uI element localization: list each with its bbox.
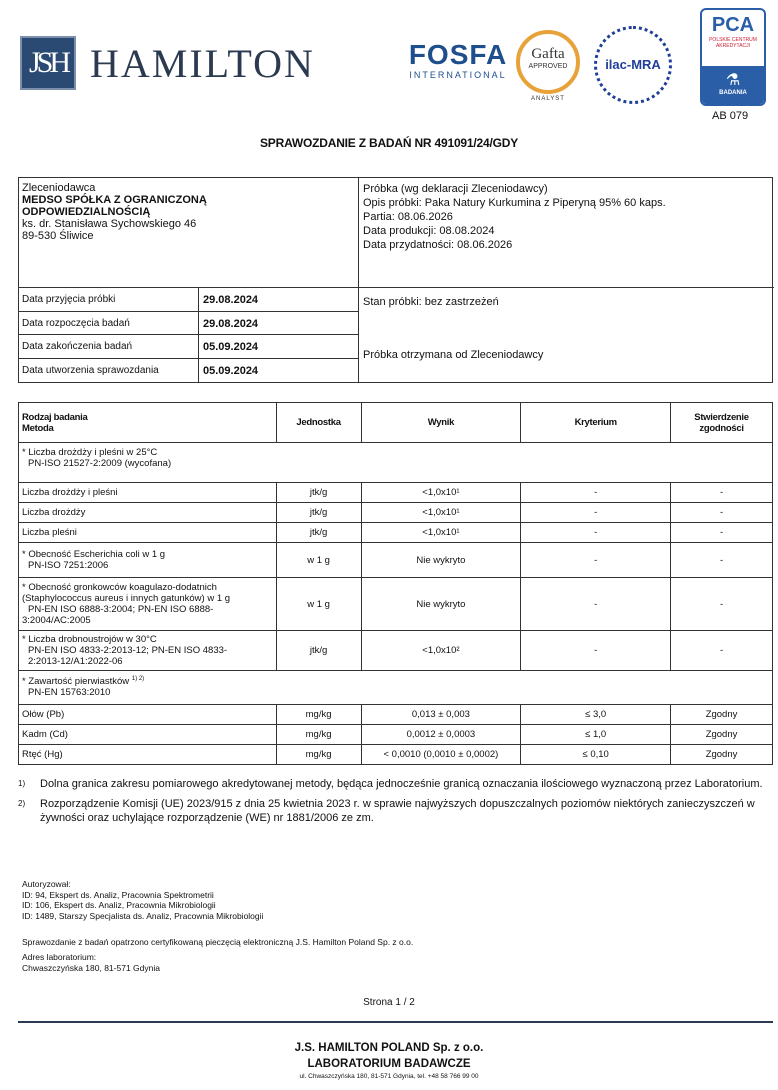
gafta-name: Gafta — [531, 46, 565, 62]
fosfa-logo — [406, 40, 510, 80]
sample-condition: Stan próbki: bez zastrzeżeń — [363, 296, 499, 308]
table-row-micro: * Liczba drobnoustrojów w 30°C PN-EN ISO 4833-2:2013-12; PN-EN ISO 4833- 2:2013-12/A1:2022-06 jtk/g <1,0x10² - - — [19, 631, 773, 671]
pca-sub: POLSKIE CENTRUM AKREDYTACJI — [709, 37, 757, 49]
sample-batch: Partia: 08.06.2026 — [363, 211, 453, 223]
client-name-2: ODPOWIEDZIALNOŚCIĄ — [22, 206, 151, 218]
sample-received: Próbka otrzymana od Zleceniodawcy — [363, 349, 544, 361]
section-row — [19, 671, 773, 705]
sample-prod: Data produkcji: 08.08.2024 — [363, 225, 495, 237]
date-key: Data przyjęcia próbki — [19, 288, 199, 311]
client-address-2: 89-530 Śliwice — [22, 230, 94, 242]
header-wynik: Wynik — [361, 403, 521, 443]
section-row — [19, 443, 773, 483]
client-name-1: MEDSO SPÓŁKA Z OGRANICZONĄ — [22, 194, 207, 206]
flask-icon: ⚗ — [725, 72, 741, 89]
dates-table — [19, 288, 358, 382]
gafta-sub: APPROVED — [528, 63, 568, 70]
date-row — [19, 312, 358, 336]
sample-info — [363, 182, 768, 252]
header-stwierdzenie: Stwierdzenie zgodności — [671, 403, 773, 443]
lab-address: Adres laboratorium: Chwaszczyńska 180, 81-571 Gdynia — [22, 952, 160, 973]
pca-badania: BADANIA — [719, 90, 747, 96]
header-rodzaj: Rodzaj badania Metoda — [19, 403, 277, 443]
footnotes — [18, 777, 773, 831]
section-yeast-mould: * Liczba drożdży i pleśni w 25°C PN-ISO 21527-2:2009 (wycofana) — [19, 443, 773, 483]
table-row: Ołów (Pb) mg/kg 0,013 ± 0,003 ≤ 3,0 Zgodny — [19, 705, 773, 725]
sample-desc: Opis próbki: Paka Natury Kurkumina z Piperyną 95% 60 kaps. — [363, 197, 666, 209]
footer-divider — [18, 1021, 773, 1023]
section-elements: * Zawartość pierwiastków $^{1) 2)}$ PN-EN 15763:2010 — [19, 671, 773, 705]
date-row — [19, 288, 358, 312]
table-row: Liczba drożdży jtk/g <1,0x10¹ - - — [19, 503, 773, 523]
results-table — [18, 402, 773, 765]
header-kryterium: Kryterium — [521, 403, 671, 443]
footnote: 1) Dolna granica zakresu pomiarowego akredytowanej metody, będąca jednocześnie granicą oznaczania ilościowego wyznaczoną przez Laboratorium. — [18, 778, 763, 790]
ilac-text: ilac-MRA — [605, 57, 661, 72]
client-info — [22, 182, 352, 242]
header-jednostka: Jednostka — [276, 403, 361, 443]
gafta-logo — [516, 30, 580, 94]
date-key: Data utworzenia sprawozdania — [19, 359, 199, 383]
table-row: Liczba pleśni jtk/g <1,0x10¹ - - — [19, 523, 773, 543]
sample-expiry: Data przydatności: 08.06.2026 — [363, 239, 513, 251]
page-number: Strona 1 / 2 — [363, 997, 415, 1008]
authorization: Autoryzował: ID: 94, Ekspert ds. Analiz, Pracownia Spektrometrii ID: 106, Ekspert ds. Analiz, Pracownia Mikrobiologii ID: 1489, Starszy Specjalista ds. Analiz, Pracownia Mikrobiologii — [22, 879, 264, 921]
footer-contact: ul. Chwaszczyńska 180, 81-571 Gdynia, tel. +48 58 766 99 00 — [299, 1073, 479, 1080]
footnote: 2) Rozporządzenie Komisji (UE) 2023/915 z dnia 25 kwietnia 2023 r. w sprawie najwyższych dopuszczalnych poziomów niektórych zanieczyszczeń w żywności oraz uchylające rozporządzenie (WE) nr 1881/2006 ze zm. — [18, 798, 755, 824]
client-label: Zleceniodawca — [22, 182, 96, 194]
seal-statement: Sprawozdanie z badań opatrzono certyfikowaną pieczęcią elektroniczną J.S. Hamilton Poland Sp. z o.o. — [22, 937, 414, 947]
accreditation-number: AB 079 — [712, 110, 749, 122]
table-row-ecoli: * Obecność Escherichia coli w 1 g PN-ISO 7251:2006 w 1 g Nie wykryto - - — [19, 543, 773, 578]
ilac-mra-logo — [594, 26, 672, 104]
date-value: 05.09.2024 — [203, 364, 259, 377]
table-row: Liczba drożdży i pleśni jtk/g <1,0x10¹ - - — [19, 483, 773, 503]
jsh-logo-mark: JSH — [20, 36, 76, 90]
client-sample-block — [18, 177, 773, 383]
client-address-1: ks. dr. Stanisława Sychowskiego 46 — [22, 218, 197, 230]
gafta-analyst: ANALYST — [531, 96, 565, 102]
date-key: Data rozpoczęcia badań — [19, 312, 199, 335]
hamilton-logo-text: HAMILTON — [90, 41, 315, 86]
date-value: 29.08.2024 — [203, 317, 259, 330]
pca-logo — [700, 8, 766, 106]
date-value: 29.08.2024 — [203, 294, 259, 306]
date-key: Data zakończenia badań — [19, 335, 199, 358]
table-header — [19, 403, 773, 443]
footer-lab: LABORATORIUM BADAWCZE — [307, 1058, 471, 1070]
date-row — [19, 359, 358, 383]
table-row-staph: * Obecność gronkowców koagulazo-dodatnich (Staphylococcus aureus i innych gatunków) w 1 g PN-EN ISO 6888-3:2004; PN-EN ISO 6888- 3:2004/AC:2005 w 1 g Nie wykryto - - — [19, 578, 773, 631]
pca-name: PCA — [711, 14, 755, 36]
fosfa-sub: INTERNATIONAL — [409, 70, 507, 80]
table-row: Rtęć (Hg) mg/kg < 0,0010 (0,0010 ± 0,0002) ≤ 0,10 Zgodny — [19, 745, 773, 765]
sample-label: Próbka (wg deklaracji Zleceniodawcy) — [363, 183, 548, 195]
table-row: Kadm (Cd) mg/kg 0,0012 ± 0,0003 ≤ 1,0 Zgodny — [19, 725, 773, 745]
fosfa-name: FOSFA — [408, 39, 508, 70]
date-value: 05.09.2024 — [203, 341, 259, 353]
date-row — [19, 335, 358, 359]
footer-company: J.S. HAMILTON POLAND Sp. z o.o. — [294, 1042, 484, 1054]
report-title: SPRAWOZDANIE Z BADAŃ NR 491091/24/GDY — [260, 136, 518, 150]
